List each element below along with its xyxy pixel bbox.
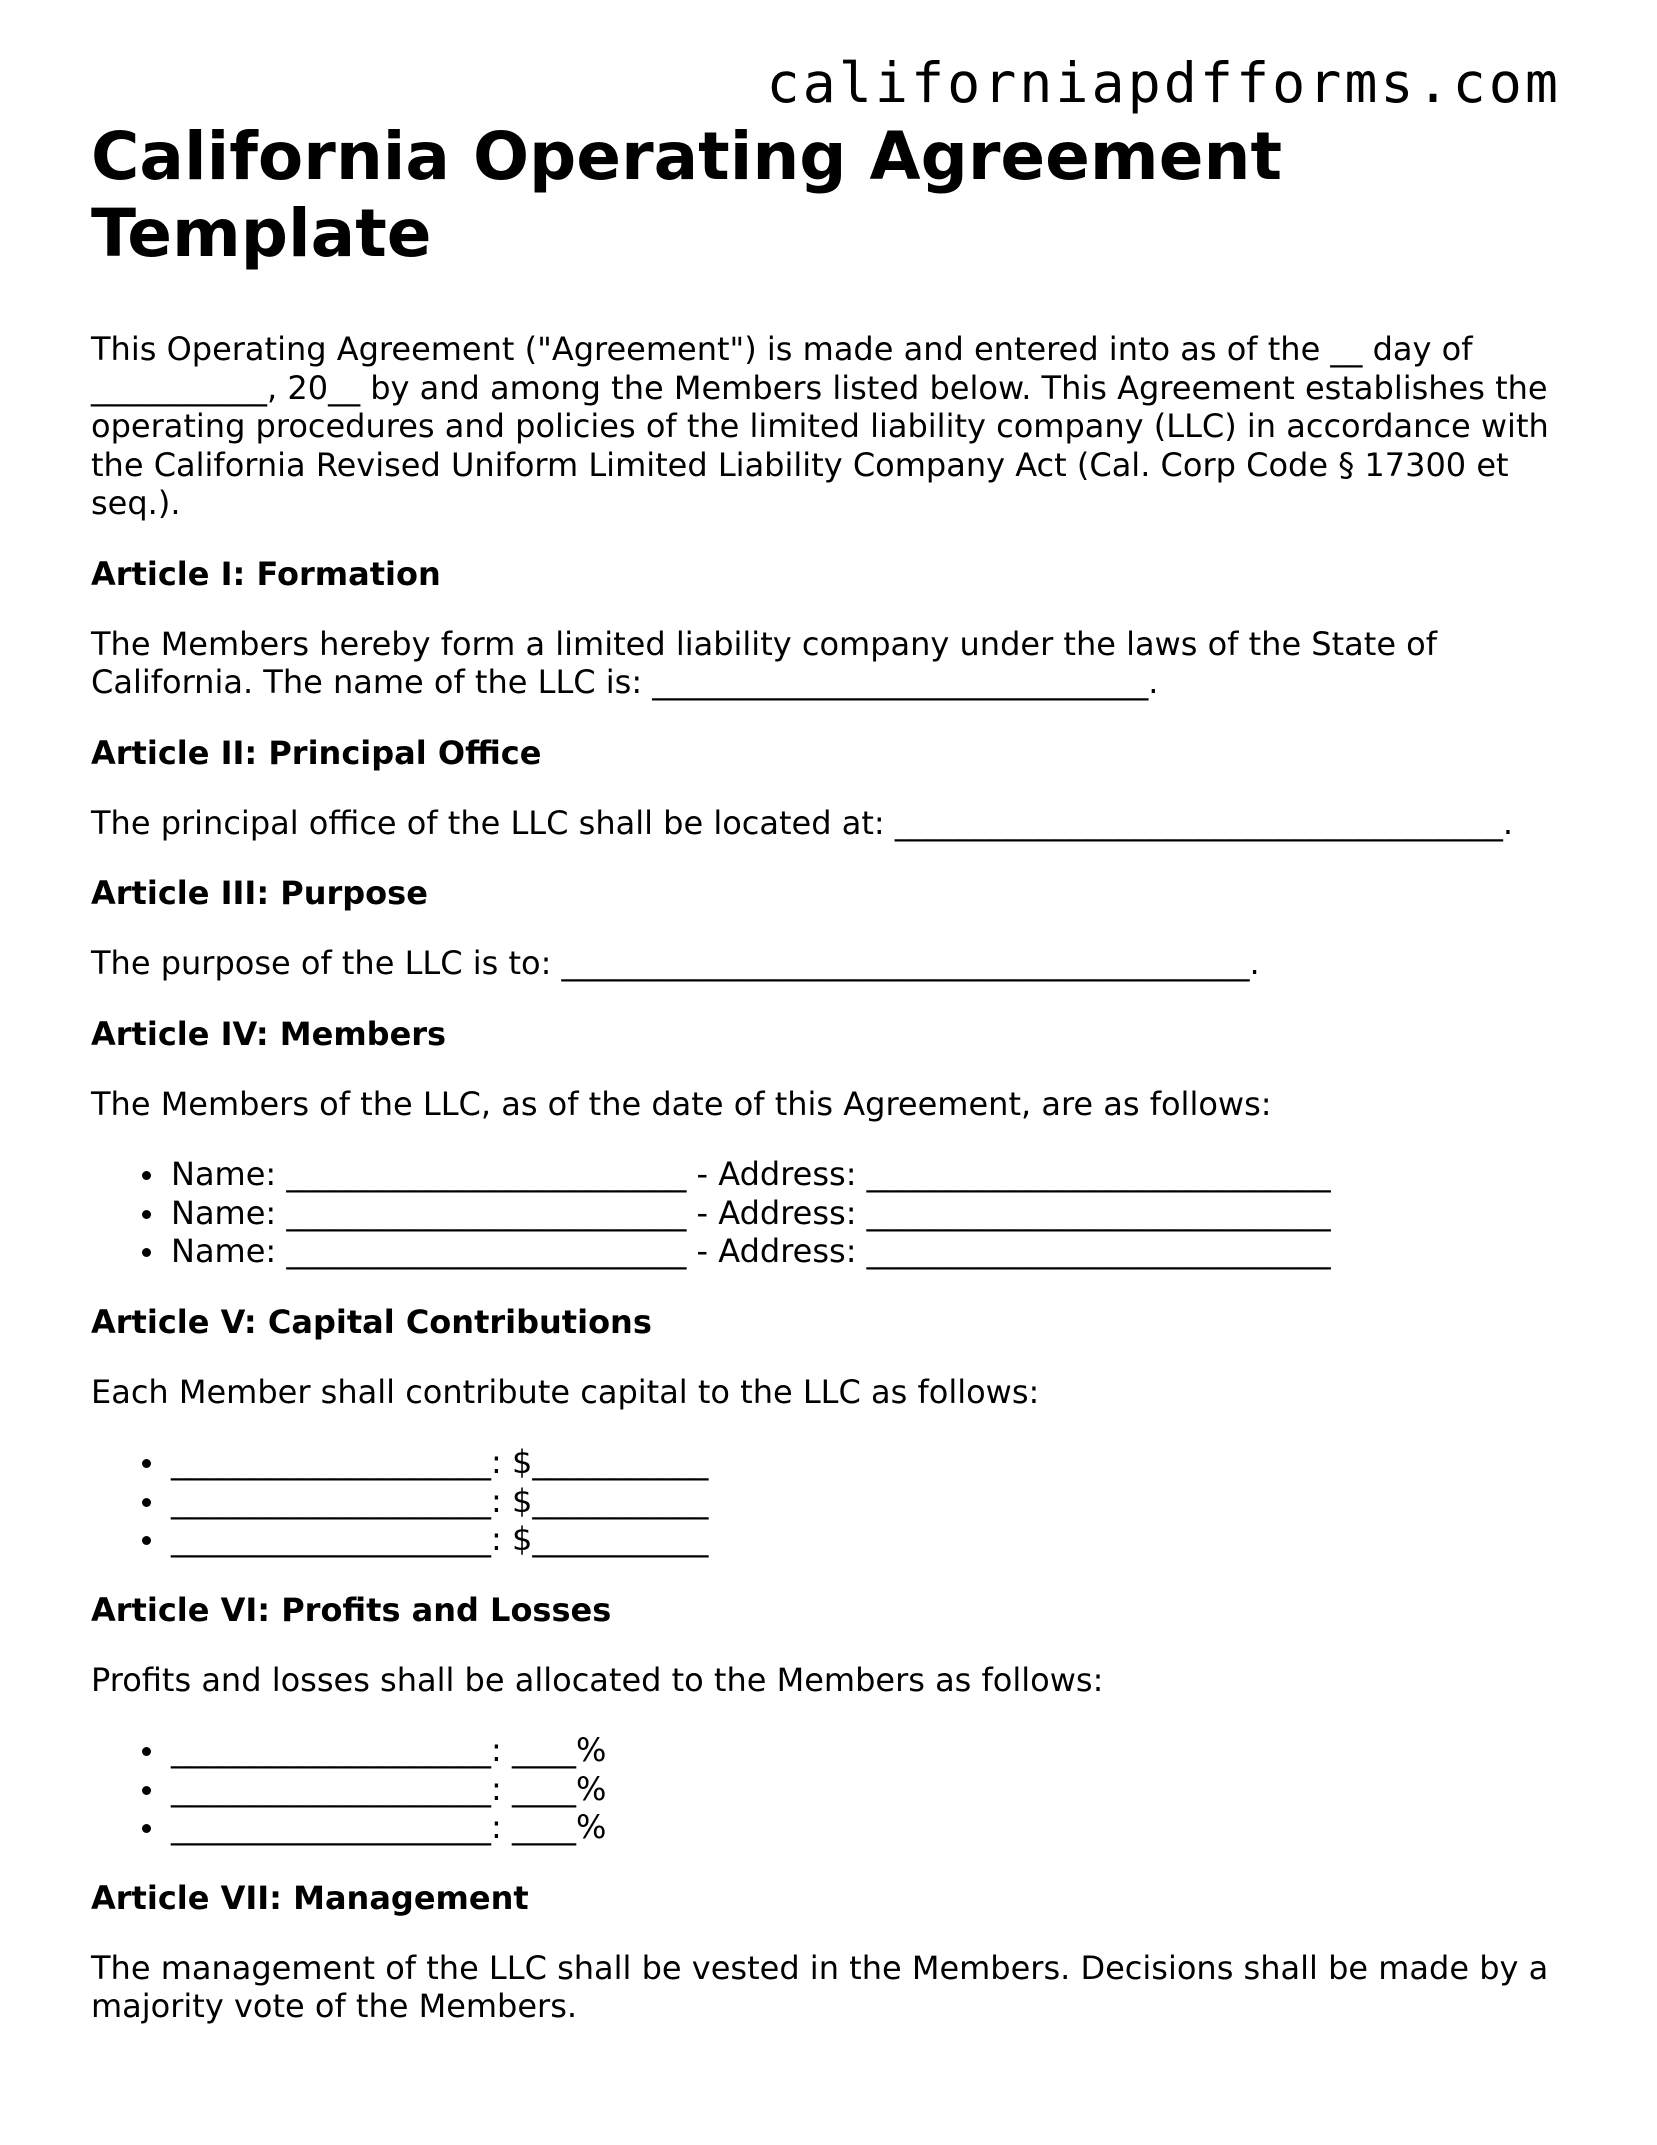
article-heading: Article VI: Profits and Losses — [91, 1590, 612, 1629]
document-page — [91, 0, 1571, 2026]
article-principal-office — [91, 734, 1571, 843]
list-item: ____________________: $___________ — [171, 1443, 1571, 1482]
capital-list — [91, 1443, 1571, 1559]
article-heading: Article VII: Management — [91, 1878, 529, 1917]
article-formation — [91, 555, 1571, 702]
article-body: The purpose of the LLC is to: ___________________________________________. — [91, 944, 1260, 982]
article-body: The Members of the LLC, as of the date of this Agreement, are as follows: — [91, 1084, 1272, 1123]
article-body: The management of the LLC shall be vested in the Members. Decisions shall be made by a majority vote of the Members. — [91, 1948, 1549, 2025]
article-members — [91, 1015, 1571, 1271]
list-item: ____________________: ____% — [171, 1731, 1571, 1770]
list-item: Name: _________________________ - Address: _____________________________ — [171, 1232, 1571, 1271]
article-heading: Article IV: Members — [91, 1014, 447, 1053]
list-item: ____________________: ____% — [171, 1770, 1571, 1809]
article-purpose — [91, 874, 1571, 983]
article-heading: Article III: Purpose — [91, 874, 428, 912]
article-heading: Article I: Formation — [91, 554, 441, 593]
article-body: Each Member shall contribute capital to the LLC as follows: — [91, 1372, 1040, 1411]
members-list — [91, 1155, 1571, 1271]
document-title: California Operating Agreement Template — [91, 118, 1282, 272]
list-item: ____________________: $___________ — [171, 1520, 1571, 1559]
article-body: The principal office of the LLC shall be located at: ______________________________________. — [91, 803, 1513, 842]
article-body: The Members hereby form a limited liability company under the laws of the State of California. The name of the LLC is: _______________________________. — [91, 624, 1438, 701]
article-heading: Article II: Principal Office — [91, 733, 542, 772]
site-watermark: californiapdfforms.com — [766, 51, 1561, 115]
list-item: ____________________: $___________ — [171, 1482, 1571, 1521]
list-item: Name: _________________________ - Address: _____________________________ — [171, 1155, 1571, 1194]
article-management — [91, 1879, 1571, 2026]
article-heading: Article V: Capital Contributions — [91, 1302, 652, 1341]
article-capital-contributions — [91, 1303, 1571, 1559]
intro-paragraph: This Operating Agreement ("Agreement") is made and entered into as of the __ day of ___________, 20__ by and among the Members listed below. This Agreement establishes the operating procedures and policies of the limited liability company (LLC) in accordance with the California Revised Uniform Limited Liability Company Act (Cal. Corp Code § 17300 et seq.). — [91, 330, 1549, 522]
profits-list — [91, 1731, 1571, 1847]
article-profits-losses — [91, 1591, 1571, 1847]
article-body: Profits and losses shall be allocated to the Members as follows: — [91, 1660, 1104, 1699]
list-item: ____________________: ____% — [171, 1808, 1571, 1847]
list-item: Name: _________________________ - Address: _____________________________ — [171, 1194, 1571, 1233]
